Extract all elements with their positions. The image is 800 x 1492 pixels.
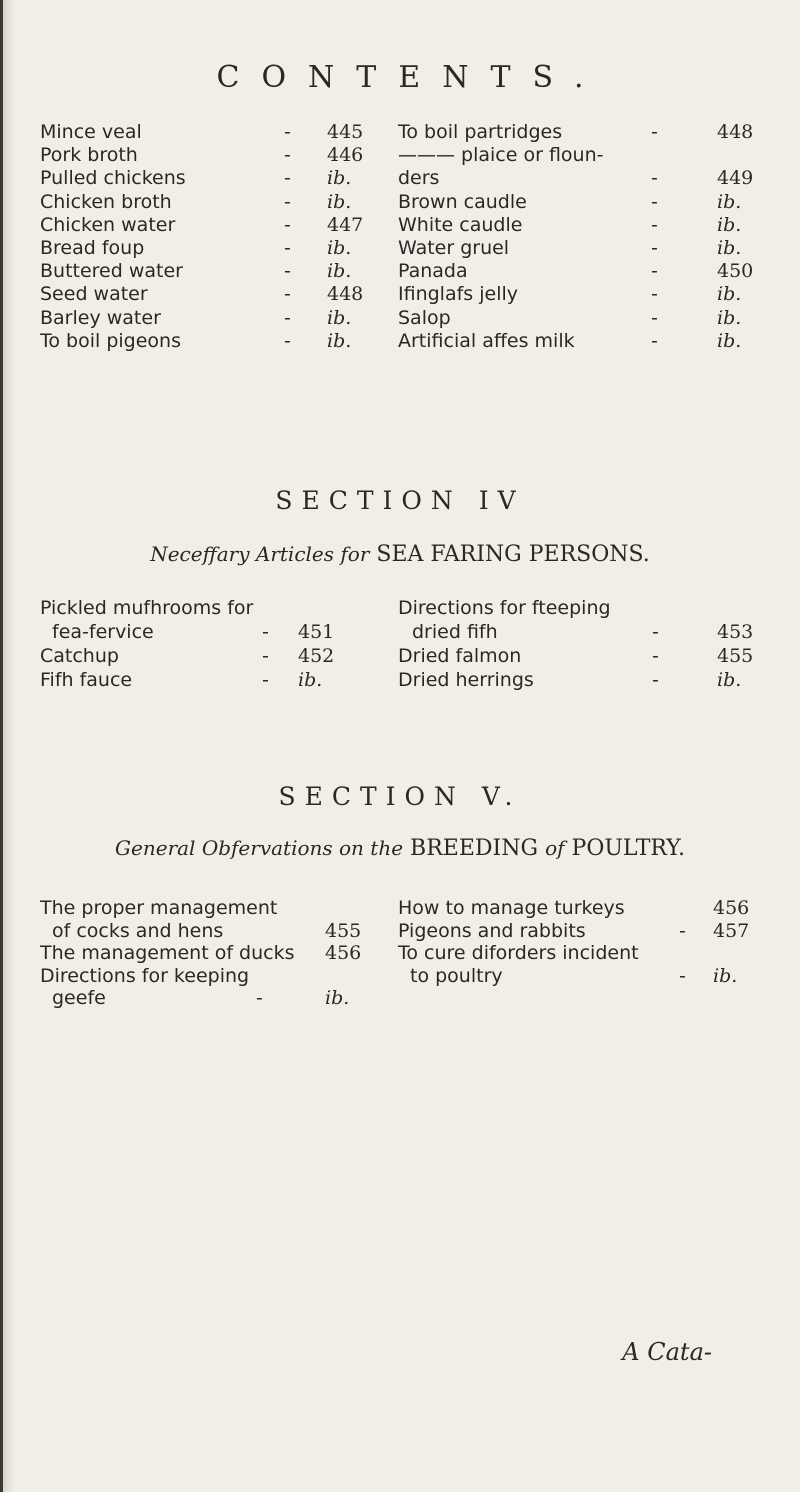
index-entry-page: 456 <box>325 942 362 965</box>
index-entry-dash: - <box>651 260 658 283</box>
index-entry-name: dried fifh <box>412 621 498 643</box>
index-entry-name: To boil partridges <box>398 121 563 143</box>
section-5-subtitle-caps-2: POULTRY. <box>571 836 685 861</box>
index-entry-page: 452 <box>298 645 335 667</box>
section-5-subtitle <box>0 836 800 861</box>
index-entry-dash: - <box>284 167 291 190</box>
index-entry-page: ib. <box>717 213 742 236</box>
index-entry-dash: - <box>651 190 658 213</box>
section-5-subtitle-italic-1: General Obfervations on the <box>115 836 404 860</box>
index-entry-page: ib. <box>327 329 352 352</box>
section-5-heading: SECTION V. <box>278 782 522 811</box>
page-title: CONTENTS. <box>216 60 606 95</box>
index-entry-name: To boil pigeons <box>40 329 181 352</box>
index-entry-name: Brown caudle <box>398 190 527 213</box>
index-entry-page: ib. <box>327 260 352 283</box>
index-entry-name: Dried falmon <box>398 645 522 667</box>
index-entry-name: Fifh fauce <box>40 669 133 691</box>
index-entry-name: White caudle <box>398 213 523 236</box>
index-entry-page: 455 <box>325 919 362 942</box>
index-entry-name: Seed water <box>40 283 148 306</box>
index-entry-dash: - <box>651 306 658 329</box>
index-entry-page: ib. <box>327 237 352 259</box>
index-entry-dash: - <box>256 987 263 1010</box>
index-entry-name: to poultry <box>410 964 503 987</box>
index-entry-dash: - <box>284 213 291 236</box>
index-entry-name: Artificial affes milk <box>398 329 575 352</box>
section-4-heading: SECTION IV <box>275 486 525 515</box>
index-entry-page: ib. <box>327 167 352 190</box>
index-entry-page: ib. <box>327 306 352 329</box>
index-entry-name: fea-fervice <box>52 621 154 643</box>
index-entry-dash: - <box>262 621 269 643</box>
index-entry-name: Barley water <box>40 306 161 329</box>
index-entry-page: 455 <box>717 645 754 667</box>
index-entry-page: ib. <box>713 964 738 987</box>
index-entry-dash: - <box>262 669 269 691</box>
index-entry-name: ders <box>398 167 440 190</box>
index-entry-page: 457 <box>713 919 750 942</box>
index-entry-page: 453 <box>717 621 754 643</box>
index-entry-name: of cocks and hens <box>52 919 224 942</box>
index-entry-dash: - <box>679 919 686 942</box>
index-entry-name: To cure diforders incident <box>398 942 639 965</box>
index-entry-name: Directions for fteeping <box>398 597 611 619</box>
section-5-subtitle-caps-1: BREEDING <box>410 836 539 861</box>
index-entry-name: Ifinglafs jelly <box>398 283 518 306</box>
index-entry-page: 448 <box>717 121 754 143</box>
index-entry-name: Pigeons and rabbits <box>398 919 586 942</box>
index-entry-dash: - <box>284 121 291 143</box>
index-entry-page: 456 <box>713 897 750 919</box>
index-entry-page: 448 <box>327 283 364 306</box>
index-entry-page: 447 <box>327 213 364 236</box>
index-entry-dash: - <box>652 621 659 643</box>
index-entry-name: Dried herrings <box>398 669 534 691</box>
index-entry-page: 450 <box>717 260 754 283</box>
index-entry-name: Pulled chickens <box>40 167 186 190</box>
index-entry-name: Chicken broth <box>40 190 172 213</box>
index-entry-name: How to manage turkeys <box>398 897 625 919</box>
index-entry-page: ib. <box>717 329 742 352</box>
index-entry-name: geefe <box>52 987 106 1010</box>
index-entry-name: The management of ducks <box>40 942 295 965</box>
index-entry-name: Chicken water <box>40 213 176 236</box>
section-5-subtitle-italic-2: of <box>545 836 565 860</box>
index-entry-page: ib. <box>325 987 350 1010</box>
index-entry-dash: - <box>651 237 658 259</box>
index-entry-page: 451 <box>298 621 335 643</box>
index-entry-page: ib. <box>717 669 742 691</box>
index-entry-dash: - <box>284 237 291 259</box>
index-entry-dash: - <box>284 283 291 306</box>
index-entry-dash: - <box>651 329 658 352</box>
index-entry-dash: - <box>651 213 658 236</box>
index-entry-name: Water gruel <box>398 237 510 259</box>
index-entry-dash: - <box>284 190 291 213</box>
index-entry-page: ib. <box>717 283 742 306</box>
index-entry-name: Pork broth <box>40 144 138 167</box>
index-entry-name: Panada <box>398 260 468 283</box>
index-entry-dash: - <box>679 964 686 987</box>
index-entry-dash: - <box>284 306 291 329</box>
index-entry-name: Catchup <box>40 645 119 667</box>
section-4-subtitle-caps: SEA FARING PERSONS. <box>376 542 650 567</box>
index-entry-name: Directions for keeping <box>40 964 250 987</box>
index-entry-dash: - <box>651 167 658 190</box>
section-4-subtitle-italic: Neceffary Articles for <box>150 542 370 566</box>
index-entry-name: Pickled mufhrooms for <box>40 597 254 619</box>
index-entry-name: Buttered water <box>40 260 183 283</box>
index-entry-dash: - <box>651 121 658 143</box>
index-entry-dash: - <box>262 645 269 667</box>
index-entry-dash: - <box>284 260 291 283</box>
index-entry-page: ib. <box>717 190 742 213</box>
index-entry-page: ib. <box>717 237 742 259</box>
index-entry-name: Bread foup <box>40 237 145 259</box>
index-entry-dash: - <box>652 645 659 667</box>
index-entry-page: 449 <box>717 167 754 190</box>
page-binding-edge <box>0 0 14 1492</box>
index-entry-name: ——— plaice or floun- <box>398 144 604 167</box>
index-entry-name: Salop <box>398 306 451 329</box>
section-4-subtitle <box>0 542 800 567</box>
index-entry-page: ib. <box>327 190 352 213</box>
index-entry-page: ib. <box>298 669 323 691</box>
index-entry-dash: - <box>284 144 291 167</box>
catchword: A Cata- <box>622 1338 712 1366</box>
index-entry-name: Mince veal <box>40 121 142 143</box>
index-entry-dash: - <box>652 669 659 691</box>
index-entry-page: ib. <box>717 306 742 329</box>
index-entry-dash: - <box>284 329 291 352</box>
index-entry-dash: - <box>651 283 658 306</box>
index-entry-page: 446 <box>327 144 364 167</box>
index-entry-name: The proper management <box>40 897 278 919</box>
index-entry-page: 445 <box>327 121 364 143</box>
